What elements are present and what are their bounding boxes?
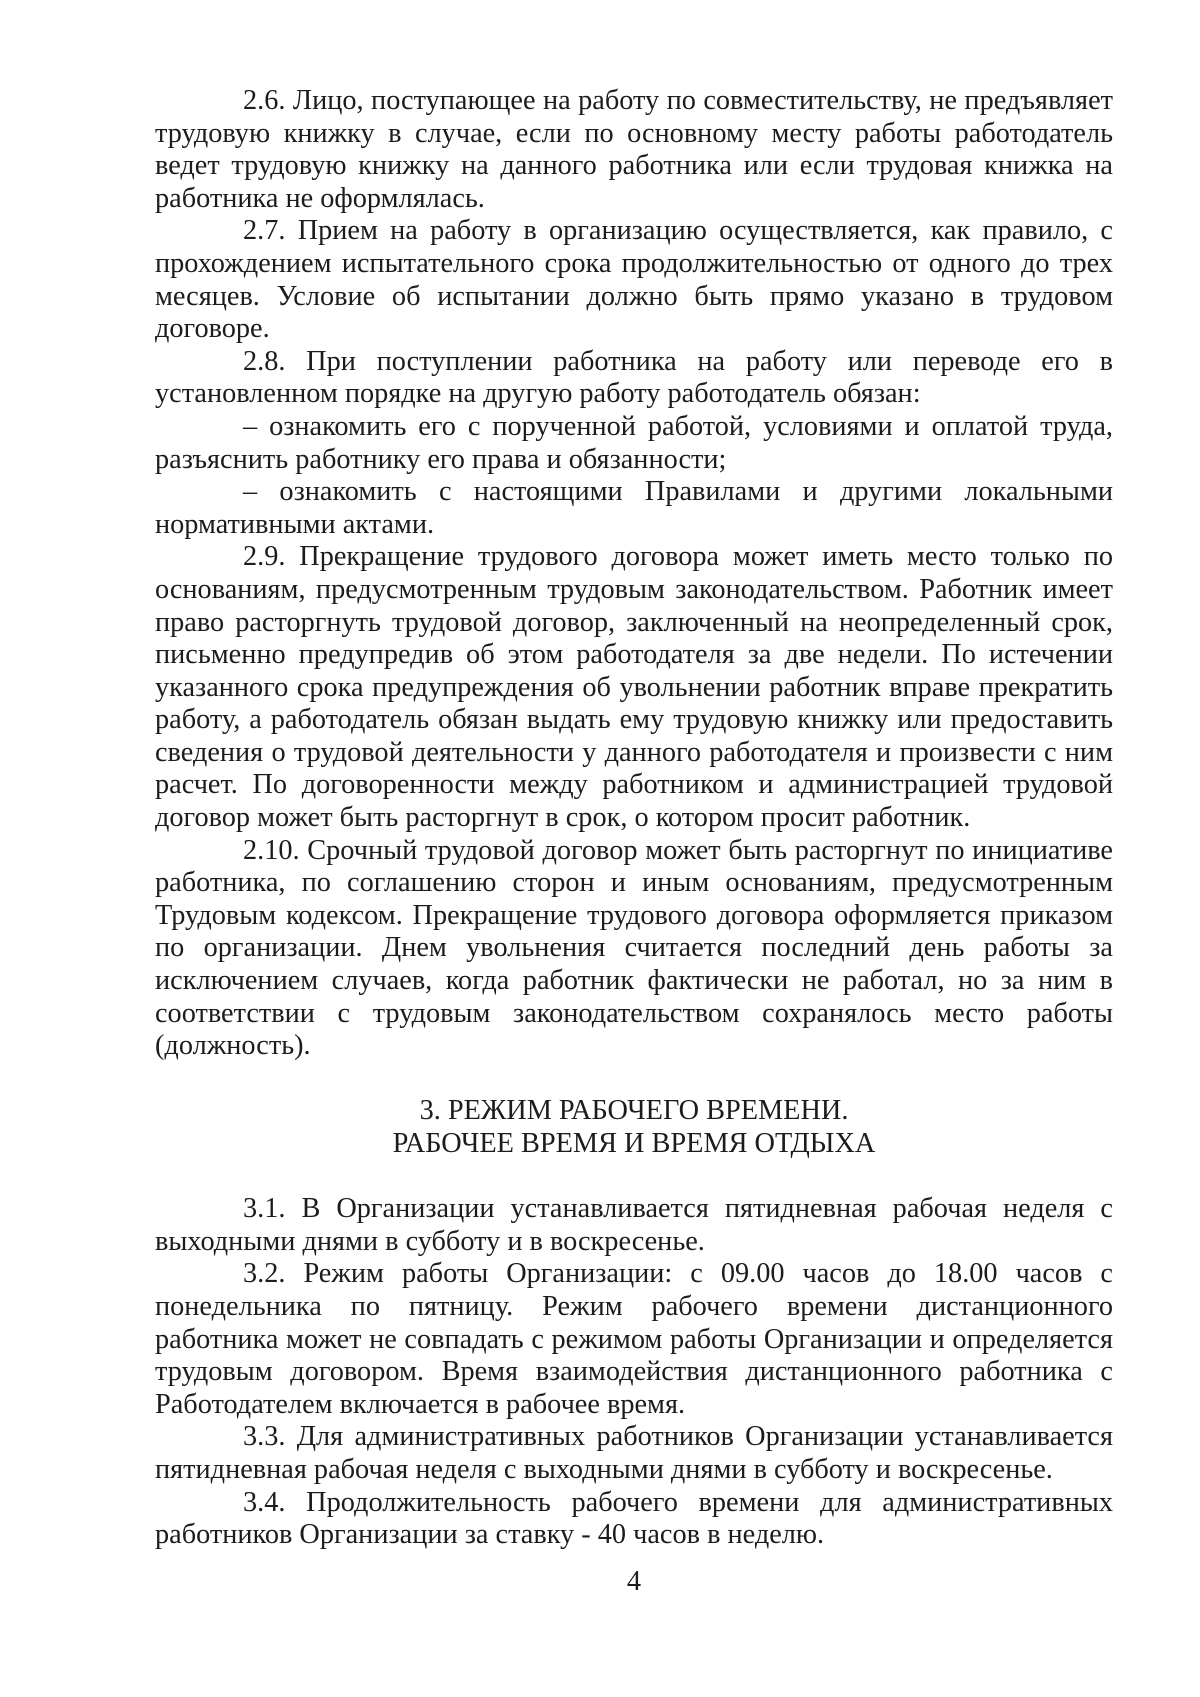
text-line: нормативными актами. bbox=[155, 508, 435, 540]
paragraph bbox=[155, 85, 1113, 215]
text-line: по организации. Днем увольнения считается последний день работы за bbox=[155, 932, 1113, 964]
text-line: сведения о трудовой деятельности у данного работодателя и произвести с ним bbox=[155, 736, 1113, 768]
text-line: 3.1. В Организации устанавливается пятидневная рабочая неделя с bbox=[243, 1193, 1113, 1225]
text-line: трудовым договором. Время взаимодействия дистанционного работника с bbox=[155, 1356, 1113, 1388]
text-line: исключением случаев, когда работник фактически не работал, но за ним в bbox=[155, 965, 1113, 997]
text-line: соответствии с трудовым законодательством сохранялось место работы bbox=[155, 997, 1113, 1029]
text-line: трудовую книжку в случае, если по основному месту работы работодатель bbox=[155, 117, 1113, 149]
section3-heading-line2: РАБОЧЕЕ ВРЕМЯ И ВРЕМЯ ОТДЫХА bbox=[392, 1128, 876, 1159]
text-line: разъяснить работнику его права и обязанности; bbox=[155, 443, 727, 475]
paragraph bbox=[155, 1258, 1113, 1421]
paragraph bbox=[155, 1193, 1113, 1258]
text-line: прохождением испытательного срока продолжительностью от одного до трех bbox=[155, 247, 1113, 279]
text-line: пятидневная рабочая неделя с выходными днями в субботу и воскресенье. bbox=[155, 1453, 1053, 1485]
text-line: письменно предупредив об этом работодателя за две недели. По истечении bbox=[155, 639, 1113, 671]
section3-heading-line1: 3. РЕЖИМ РАБОЧЕГО ВРЕМЕНИ. bbox=[419, 1095, 849, 1127]
paragraph bbox=[155, 541, 1113, 834]
text-line: выходными днями в субботу и в воскресенье. bbox=[155, 1225, 705, 1257]
section3-heading bbox=[155, 1095, 1113, 1160]
text-line: 2.6. Лицо, поступающее на работу по совместительству, не предъявляет bbox=[243, 85, 1113, 116]
paragraph bbox=[155, 1421, 1113, 1486]
text-line: понедельника по пятницу. Режим рабочего времени дистанционного bbox=[155, 1290, 1113, 1322]
text-line: работника может не совпадать с режимом работы Организации и определяется bbox=[155, 1323, 1113, 1355]
paragraph bbox=[155, 835, 1113, 1063]
paragraph bbox=[155, 346, 1113, 411]
text-line: Трудовым кодексом. Прекращение трудового договора оформляется приказом bbox=[155, 899, 1113, 931]
text-line: работника, по соглашению сторон и иным основаниям, предусмотренным bbox=[155, 867, 1113, 899]
section2-paragraphs bbox=[155, 85, 1113, 1063]
text-line: 3.2. Режим работы Организации: с 09.00 часов до 18.00 часов с bbox=[243, 1258, 1113, 1290]
text-line: ведет трудовую книжку на данного работника или если трудовая книжка на bbox=[155, 150, 1113, 182]
paragraph bbox=[155, 476, 1113, 541]
text-line: (должность). bbox=[155, 1030, 311, 1062]
text-line: Работодателем включается в рабочее время. bbox=[155, 1388, 686, 1420]
paragraph bbox=[155, 1487, 1113, 1552]
text-line: 2.8. При поступлении работника на работу или переводе его в bbox=[243, 345, 1113, 377]
text-line: – ознакомить его с порученной работой, условиями и оплатой труда, bbox=[243, 410, 1113, 442]
text-line: указанного срока предупреждения об увольнении работник вправе прекратить bbox=[155, 671, 1113, 703]
text-line: установленном порядке на другую работу работодатель обязан: bbox=[155, 378, 921, 410]
paragraph bbox=[155, 411, 1113, 476]
paragraph bbox=[155, 215, 1113, 345]
text-line: работников Организации за ставку - 40 часов в неделю. bbox=[155, 1519, 825, 1551]
section3-paragraphs bbox=[155, 1193, 1113, 1552]
text-line: 3.3. Для административных работников Организации устанавливается bbox=[243, 1421, 1113, 1453]
text-line: основаниям, предусмотренным трудовым законодательством. Работник имеет bbox=[155, 573, 1113, 605]
page-number: 4 bbox=[626, 1566, 642, 1597]
text-line: договоре. bbox=[155, 313, 270, 345]
text-line: месяцев. Условие об испытании должно быть прямо указано в трудовом bbox=[155, 280, 1113, 312]
text-line: 2.7. Прием на работу в организацию осуществляется, как правило, с bbox=[243, 215, 1113, 247]
text-line: расчет. По договоренности между работником и администрацией трудовой bbox=[155, 769, 1113, 801]
text-line: договор может быть расторгнут в срок, о котором просит работник. bbox=[155, 802, 971, 834]
text-line: 2.10. Срочный трудовой договор может быть расторгнут по инициативе bbox=[243, 834, 1113, 866]
text-line: право расторгнуть трудовой договор, заключенный на неопределенный срок, bbox=[155, 606, 1113, 638]
text-line: 3.4. Продолжительность рабочего времени для административных bbox=[243, 1486, 1113, 1518]
text-line: работу, а работодатель обязан выдать ему трудовую книжку или предоставить bbox=[155, 704, 1113, 736]
text-line: работника не оформлялась. bbox=[155, 182, 485, 214]
text-line: – ознакомить с настоящими Правилами и другими локальными bbox=[243, 476, 1113, 508]
document-body bbox=[155, 85, 1113, 1552]
text-line: 2.9. Прекращение трудового договора может иметь место только по bbox=[243, 541, 1113, 573]
